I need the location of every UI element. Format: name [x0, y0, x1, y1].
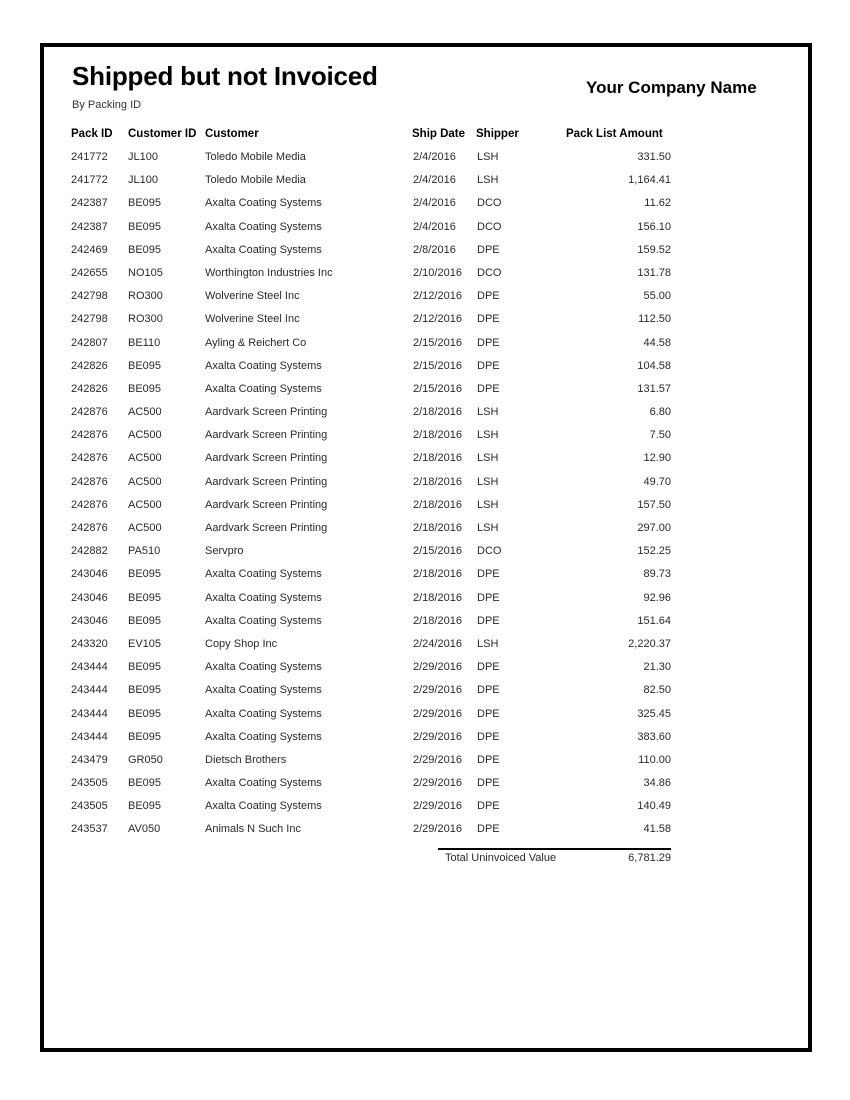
amount-cell: 49.70	[643, 475, 671, 488]
pack-id-cell: 242876	[71, 522, 108, 534]
ship-date-cell: 2/18/2016	[413, 591, 462, 604]
pack-id-cell: 243444	[71, 730, 108, 743]
pack-id-cell: 242798	[71, 290, 108, 303]
ship-date-cell: 2/18/2016	[413, 475, 462, 488]
table-row	[44, 657, 808, 680]
column-header-pack-list-amount: Pack List Amount	[566, 128, 663, 140]
shipper-cell: LSH	[477, 406, 499, 419]
table-row	[44, 379, 808, 402]
shipper-cell: DPE	[477, 568, 500, 581]
pack-id-cell: 243505	[71, 777, 108, 790]
ship-date-cell: 2/4/2016	[413, 197, 456, 210]
table-row	[44, 147, 808, 170]
customer-id-cell: BE095	[128, 777, 162, 790]
pack-id-cell: 242387	[71, 220, 108, 233]
pack-id-cell: 242798	[71, 313, 108, 326]
customer-cell: Axalta Coating Systems	[205, 359, 322, 372]
customer-id-cell: GR050	[128, 753, 163, 766]
amount-cell: 325.45	[637, 707, 671, 720]
customer-id-cell: PA510	[128, 545, 161, 558]
shipper-cell: LSH	[477, 151, 499, 163]
amount-cell: 44.58	[643, 336, 671, 349]
customer-id-cell: BE095	[128, 243, 162, 256]
pack-id-cell: 241772	[71, 174, 108, 187]
shipper-cell: DPE	[477, 800, 500, 813]
customer-id-cell: AC500	[128, 429, 162, 442]
amount-cell: 104.58	[637, 359, 671, 372]
customer-id-cell: RO300	[128, 290, 163, 303]
shipper-cell: DCO	[477, 220, 502, 233]
table-row	[44, 634, 808, 657]
shipper-cell: DPE	[477, 707, 500, 720]
amount-cell: 12.90	[643, 452, 671, 465]
customer-cell: Axalta Coating Systems	[205, 661, 322, 674]
shipper-cell: DPE	[477, 684, 500, 697]
customer-id-cell: BE095	[128, 661, 162, 674]
shipper-cell: LSH	[477, 174, 499, 187]
amount-cell: 89.73	[643, 568, 671, 581]
table-row	[44, 356, 808, 379]
customer-cell: Axalta Coating Systems	[205, 382, 322, 395]
amount-cell: 55.00	[643, 290, 671, 303]
customer-cell: Animals N Such Inc	[205, 823, 301, 836]
table-row	[44, 564, 808, 587]
customer-cell: Toledo Mobile Media	[205, 151, 306, 163]
table-row	[44, 448, 808, 471]
ship-date-cell: 2/4/2016	[413, 151, 456, 163]
total-rule	[438, 848, 671, 850]
amount-cell: 2,220.37	[628, 637, 671, 650]
amount-cell: 131.78	[637, 266, 671, 279]
ship-date-cell: 2/12/2016	[413, 290, 462, 303]
amount-cell: 34.86	[643, 777, 671, 790]
amount-cell: 41.58	[643, 823, 671, 836]
customer-id-cell: BE095	[128, 614, 162, 627]
pack-id-cell: 242876	[71, 429, 108, 442]
pack-id-cell: 243444	[71, 684, 108, 697]
customer-id-cell: AC500	[128, 498, 162, 511]
customer-id-cell: BE095	[128, 707, 162, 720]
customer-cell: Axalta Coating Systems	[205, 800, 322, 813]
shipper-cell: DPE	[477, 753, 500, 766]
ship-date-cell: 2/18/2016	[413, 522, 462, 534]
column-header-customer-id: Customer ID	[128, 128, 197, 140]
pack-id-cell: 243505	[71, 800, 108, 813]
amount-cell: 82.50	[643, 684, 671, 697]
ship-date-cell: 2/18/2016	[413, 498, 462, 511]
amount-cell: 7.50	[649, 429, 671, 442]
customer-id-cell: BE095	[128, 220, 162, 233]
customer-cell: Axalta Coating Systems	[205, 591, 322, 604]
column-header-customer: Customer	[205, 128, 259, 140]
ship-date-cell: 2/18/2016	[413, 452, 462, 465]
table-row	[44, 472, 808, 495]
ship-date-cell: 2/4/2016	[413, 174, 456, 187]
customer-id-cell: AC500	[128, 522, 162, 534]
shipper-cell: LSH	[477, 475, 499, 488]
ship-date-cell: 2/29/2016	[413, 777, 462, 790]
shipper-cell: LSH	[477, 452, 499, 465]
column-header-ship-date: Ship Date	[412, 128, 466, 140]
amount-cell: 1,164.41	[628, 174, 671, 187]
customer-id-cell: JL100	[128, 174, 158, 187]
customer-id-cell: BE110	[128, 336, 161, 349]
ship-date-cell: 2/29/2016	[413, 684, 462, 697]
report-rows	[44, 147, 808, 843]
amount-cell: 156.10	[637, 220, 671, 233]
customer-id-cell: AC500	[128, 406, 162, 419]
ship-date-cell: 2/8/2016	[413, 243, 456, 256]
customer-cell: Wolverine Steel Inc	[205, 290, 300, 303]
amount-cell: 140.49	[637, 800, 671, 813]
table-row	[44, 193, 808, 216]
amount-cell: 159.52	[637, 243, 671, 256]
amount-cell: 297.00	[637, 522, 671, 534]
ship-date-cell: 2/15/2016	[413, 382, 462, 395]
customer-cell: Aardvark Screen Printing	[205, 452, 328, 465]
pack-id-cell: 242876	[71, 498, 108, 511]
total-value: 6,781.29	[628, 852, 671, 864]
customer-id-cell: EV105	[128, 637, 162, 650]
amount-cell: 110.00	[638, 753, 671, 766]
report-title: Shipped but not Invoiced	[72, 61, 378, 91]
pack-id-cell: 242469	[71, 243, 108, 256]
amount-cell: 21.30	[643, 661, 671, 674]
pack-id-cell: 243046	[71, 591, 108, 604]
shipper-cell: DPE	[477, 336, 500, 349]
customer-cell: Axalta Coating Systems	[205, 684, 322, 697]
ship-date-cell: 2/10/2016	[413, 266, 462, 279]
pack-id-cell: 243537	[71, 823, 108, 836]
shipper-cell: DCO	[477, 266, 502, 279]
shipper-cell: DPE	[477, 823, 500, 836]
pack-id-cell: 242876	[71, 406, 108, 419]
ship-date-cell: 2/15/2016	[413, 359, 462, 372]
customer-cell: Axalta Coating Systems	[205, 707, 322, 720]
ship-date-cell: 2/24/2016	[413, 637, 462, 650]
amount-cell: 6.80	[649, 406, 671, 419]
customer-cell: Axalta Coating Systems	[205, 243, 322, 256]
report-subtitle: By Packing ID	[72, 99, 142, 111]
pack-id-cell: 242876	[71, 475, 108, 488]
customer-id-cell: AV050	[128, 823, 161, 836]
table-row	[44, 727, 808, 750]
amount-cell: 157.50	[637, 498, 671, 511]
shipper-cell: DPE	[477, 614, 500, 627]
company-name: Your Company Name	[586, 78, 757, 97]
table-row	[44, 704, 808, 727]
table-row	[44, 217, 808, 240]
customer-cell: Axalta Coating Systems	[205, 220, 322, 233]
pack-id-cell: 242882	[71, 545, 108, 558]
customer-id-cell: JL100	[128, 151, 158, 163]
shipper-cell: DPE	[477, 243, 500, 256]
customer-cell: Aardvark Screen Printing	[205, 406, 328, 419]
pack-id-cell: 242807	[71, 336, 108, 349]
customer-cell: Aardvark Screen Printing	[205, 522, 328, 534]
shipper-cell: DCO	[477, 197, 502, 210]
shipper-cell: DPE	[477, 382, 500, 395]
shipper-cell: DPE	[477, 661, 500, 674]
table-row	[44, 309, 808, 332]
column-header-pack-id: Pack ID	[71, 128, 113, 140]
table-row	[44, 680, 808, 703]
pack-id-cell: 242826	[71, 359, 108, 372]
column-header-shipper: Shipper	[476, 128, 519, 140]
customer-cell: Dietsch Brothers	[205, 753, 287, 766]
amount-cell: 383.60	[637, 730, 671, 743]
shipper-cell: DPE	[477, 359, 500, 372]
table-row	[44, 240, 808, 263]
table-row	[44, 611, 808, 634]
ship-date-cell: 2/29/2016	[413, 661, 462, 674]
shipper-cell: DCO	[477, 545, 502, 558]
customer-id-cell: AC500	[128, 452, 162, 465]
shipper-cell: DPE	[477, 591, 500, 604]
customer-cell: Aardvark Screen Printing	[205, 498, 328, 511]
amount-cell: 112.50	[638, 313, 671, 326]
ship-date-cell: 2/15/2016	[413, 336, 462, 349]
amount-cell: 151.64	[637, 614, 671, 627]
table-row	[44, 333, 808, 356]
ship-date-cell: 2/18/2016	[413, 406, 462, 419]
customer-id-cell: AC500	[128, 475, 162, 488]
shipper-cell: LSH	[477, 522, 499, 534]
shipper-cell: DPE	[477, 777, 500, 790]
pack-id-cell: 242655	[71, 266, 108, 279]
customer-cell: Aardvark Screen Printing	[205, 475, 328, 488]
report-frame	[40, 43, 812, 1052]
customer-cell: Wolverine Steel Inc	[205, 313, 300, 326]
amount-cell: 152.25	[637, 545, 671, 558]
ship-date-cell: 2/18/2016	[413, 429, 462, 442]
amount-cell: 131.57	[637, 382, 671, 395]
customer-id-cell: BE095	[128, 359, 162, 372]
customer-id-cell: BE095	[128, 591, 162, 604]
table-row	[44, 495, 808, 518]
customer-cell: Axalta Coating Systems	[205, 197, 322, 210]
table-row	[44, 263, 808, 286]
customer-id-cell: BE095	[128, 730, 162, 743]
pack-id-cell: 242387	[71, 197, 108, 210]
ship-date-cell: 2/29/2016	[413, 730, 462, 743]
table-row	[44, 750, 808, 773]
table-row	[44, 541, 808, 564]
shipper-cell: DPE	[477, 313, 500, 326]
table-row	[44, 819, 808, 842]
shipper-cell: LSH	[477, 498, 499, 511]
ship-date-cell: 2/29/2016	[413, 707, 462, 720]
customer-cell: Ayling & Reichert Co	[205, 336, 307, 349]
customer-id-cell: BE095	[128, 800, 162, 813]
pack-id-cell: 243444	[71, 707, 108, 720]
ship-date-cell: 2/29/2016	[413, 823, 462, 836]
customer-id-cell: BE095	[128, 197, 162, 210]
customer-cell: Copy Shop Inc	[205, 637, 278, 650]
shipper-cell: DPE	[477, 290, 500, 303]
table-row	[44, 518, 808, 541]
table-row	[44, 286, 808, 309]
ship-date-cell: 2/12/2016	[413, 313, 462, 326]
ship-date-cell: 2/29/2016	[413, 800, 462, 813]
customer-cell: Servpro	[205, 545, 244, 558]
ship-date-cell: 2/15/2016	[413, 545, 462, 558]
pack-id-cell: 243046	[71, 568, 108, 581]
table-row	[44, 170, 808, 193]
table-row	[44, 773, 808, 796]
customer-cell: Axalta Coating Systems	[205, 730, 322, 743]
customer-cell: Axalta Coating Systems	[205, 777, 322, 790]
table-row	[44, 588, 808, 611]
pack-id-cell: 243479	[71, 753, 108, 766]
table-row	[44, 425, 808, 448]
amount-cell: 11.62	[644, 197, 671, 210]
customer-id-cell: BE095	[128, 382, 162, 395]
table-row	[44, 796, 808, 819]
amount-cell: 92.96	[643, 591, 671, 604]
ship-date-cell: 2/4/2016	[413, 220, 456, 233]
pack-id-cell: 242826	[71, 382, 108, 395]
customer-cell: Axalta Coating Systems	[205, 614, 322, 627]
total-label: Total Uninvoiced Value	[445, 852, 557, 864]
table-row	[44, 402, 808, 425]
customer-cell: Worthington Industries Inc	[205, 266, 333, 279]
customer-id-cell: BE095	[128, 568, 162, 581]
pack-id-cell: 243444	[71, 661, 108, 674]
pack-id-cell: 242876	[71, 452, 108, 465]
customer-id-cell: RO300	[128, 313, 163, 326]
shipper-cell: DPE	[477, 730, 500, 743]
shipper-cell: LSH	[477, 429, 499, 442]
pack-id-cell: 243320	[71, 637, 108, 650]
ship-date-cell: 2/18/2016	[413, 568, 462, 581]
customer-id-cell: NO105	[128, 266, 163, 279]
customer-id-cell: BE095	[128, 684, 162, 697]
pack-id-cell: 241772	[71, 151, 108, 163]
ship-date-cell: 2/29/2016	[413, 753, 462, 766]
customer-cell: Toledo Mobile Media	[205, 174, 306, 187]
customer-cell: Axalta Coating Systems	[205, 568, 322, 581]
pack-id-cell: 243046	[71, 614, 108, 627]
shipper-cell: LSH	[477, 637, 499, 650]
customer-cell: Aardvark Screen Printing	[205, 429, 328, 442]
ship-date-cell: 2/18/2016	[413, 614, 462, 627]
amount-cell: 331.50	[637, 151, 671, 163]
